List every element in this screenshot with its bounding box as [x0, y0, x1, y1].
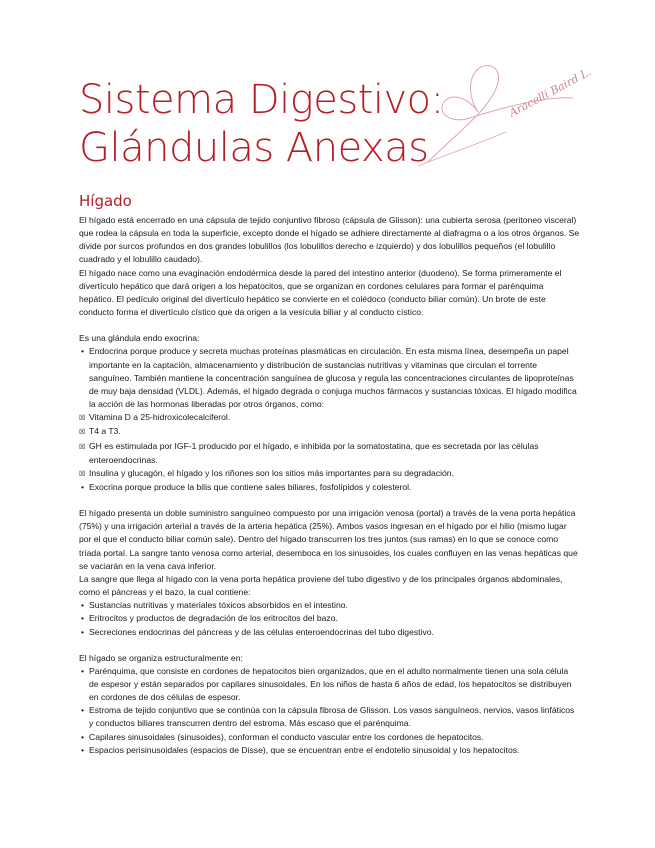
bullet-icon: •	[81, 626, 85, 637]
bullet-icon: •	[81, 744, 85, 755]
bullet-icon: •	[81, 600, 85, 611]
list-item: • Exocrina porque produce la bilis que contiene sales biliares, fosfolípidos y colesterol.	[79, 481, 580, 494]
list-item: ☒ T4 a T3.	[79, 425, 580, 439]
list-item: • Parénquima, que consiste en cordones de hepatocitos bien organizados, que en el adulto normalmente tienen una sola célula de espesor y están separados por capilares sinusoidales. En los niños de hasta 6 años de edad, los hepatocitos se distribuyen en cordones de dos células de espesor.	[81, 665, 572, 703]
paragraph: El hígado presenta un doble suministro sanguíneo compuesto por una irrigación venosa (portal) a través de la vena porta hepática (75%) y una irrigación arterial a través de la arteria hepática (25%). Ambos vasos ingresan en el hígado por el hilio (mismo lugar por el que el conducto biliar común sale). Dentro del hígado transcurren los tres juntos (sus ramas) en lo que se conoce como tríada portal. La sangre tanto venosa como arterial, desemboca en los sinusoides, los cuales confluyen en las venas hepáticas que se vaciarán en la vena cava inferior.	[79, 508, 578, 571]
checkbox-bullet-icon: ☒	[79, 443, 86, 451]
list-item: • Espacios perisinusoidales (espacios de Disse), que se encuentran entre el endotelio sinusoidal y los hepatocitos.	[79, 744, 580, 757]
list-item: • Sustancias nutritivas y materiales tóxicos absorbidos en el intestino.	[79, 599, 580, 612]
list-item: • Secreciones endocrinas del páncreas y de las células enteroendocrinas del tubo digestivo.	[79, 626, 580, 639]
section-heading: Hígado	[79, 192, 132, 210]
heart-doodle-icon	[398, 62, 578, 172]
list-item: • Eritrocitos y productos de degradación de los eritrocitos del bazo.	[79, 612, 580, 625]
author-signature: Aracelli Baird L.	[507, 65, 594, 120]
list-item: ☒ Insulina y glucagón, el hígado y los riñones son los sitios más importantes para su degradación.	[79, 467, 580, 481]
bullet-icon: •	[81, 346, 85, 357]
list-item: ☒ GH es estimulada por IGF-1 producido por el hígado, e inhibida por la somatostatina, que es secretada por las células enteroendocrinas.	[79, 440, 539, 465]
paragraph: El hígado está encerrado en una cápsula de tejido conjuntivo fibroso (cápsula de Glisson): una cubierta serosa (peritoneo visceral) que rodea la cápsula en toda la superficie, excepto donde el hígado se adhiere directamente al diafragma o a los otros órganos. Se divide por surcos profundos en dos grandes lobulillos (los lobulillos derecho e izquierdo) y dos lobulillos pequeños (el lobulillo cuadrado y el lobulillo caudado).	[79, 215, 580, 265]
bullet-icon: •	[81, 481, 85, 492]
bullet-icon: •	[81, 613, 85, 624]
document-title	[79, 76, 444, 172]
paragraph: Es una glándula endo exocrina:	[79, 333, 200, 344]
title-line-2: Glándulas Anexas	[79, 125, 429, 171]
list-item: • Capilares sinusoidales (sinusoides), conforman el conducto vascular entre los cordones de hepatocitos.	[79, 731, 580, 744]
checkbox-bullet-icon: ☒	[79, 415, 86, 423]
list-item: • Endocrina porque produce y secreta muchas proteínas plasmáticas en circulación. En esta misma línea, desempeña un papel importante en la captación, almacenamiento y distribución de sustancias nutritivas y vitaminas que circulan el torrente sanguíneo. También mantiene la concentración sanguínea de glucosa y regula las concentraciones circulantes de lipoproteínas de muy baja densidad (VLDL). Además, el hígado degrada o conjuga muchos fármacos y sustancias tóxicas. El hígado modifica la acción de las hormonas liberadas por otros órganos, como:	[81, 346, 577, 410]
document-body	[79, 214, 580, 757]
list-item: • Estroma de tejido conjuntivo que se continúa con la cápsula fibrosa de Glisson. Los vasos sanguíneos, nervios, vasos linfáticos y conductos biliares transcurren dentro del estroma. Más escaso que el parénquima.	[81, 705, 575, 729]
list-item: ☒ Vitamina D a 25-hidroxicolecalciferol.	[79, 411, 580, 425]
bullet-icon: •	[81, 731, 85, 742]
bullet-icon: •	[81, 665, 85, 676]
paragraph: La sangre que llega al hígado con la vena porta hepática proviene del tubo digestivo y de los principales órganos abdominales, como el páncreas y el bazo, la cual contiene:	[79, 573, 563, 598]
paragraph: El hígado se organiza estructuralmente en:	[79, 652, 243, 663]
bullet-icon: •	[81, 705, 85, 716]
checkbox-bullet-icon: ☒	[79, 470, 86, 478]
title-line-1: Sistema Digestivo:	[79, 77, 444, 123]
paragraph: El hígado nace como una evaginación endodérmica desde la pared del intestino anterior (duodeno). Se forma primeramente el divertículo hepático que dará origen a los hepatocitos, que se organizan en cordones celulares para formar el parénquima hepático. El pedículo original del divertículo hepático se convierte en el colédoco (conducto biliar común). Un brote de este conducto forma el divertículo cístico que da origen a la vesícula biliar y al conducto cístico.	[79, 267, 562, 318]
checkbox-bullet-icon: ☒	[79, 429, 86, 437]
